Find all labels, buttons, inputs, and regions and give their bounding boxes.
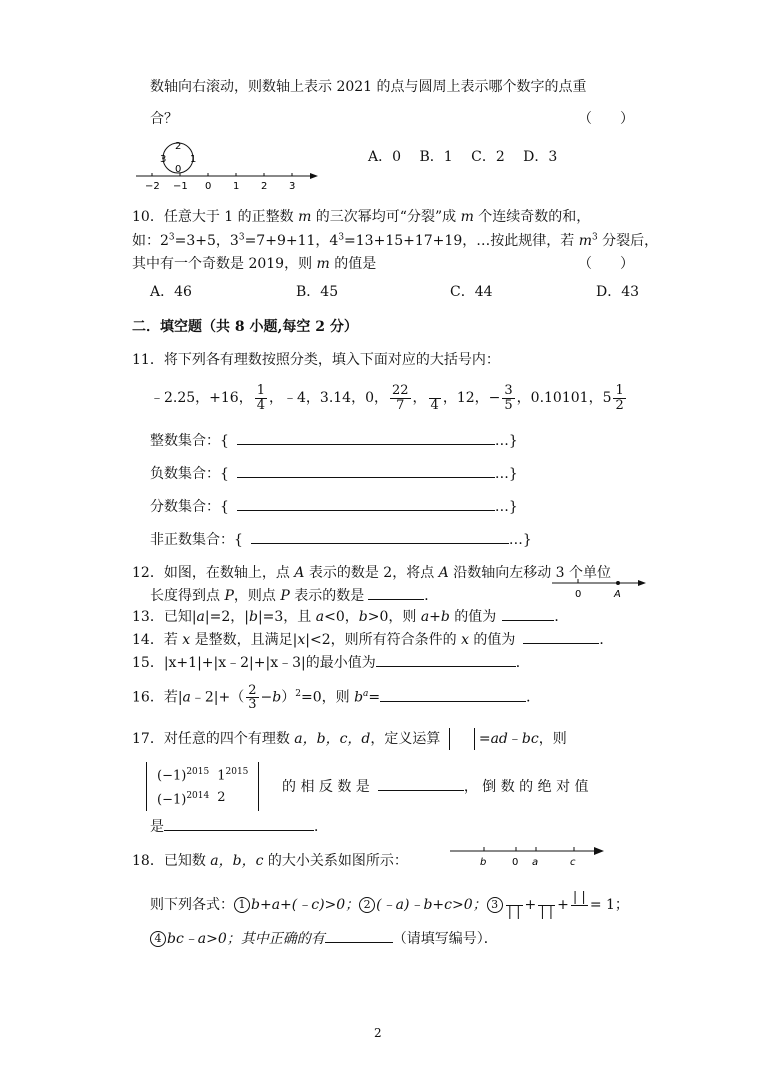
abs-fraction-1: | | [506, 891, 523, 919]
integer-set-blank[interactable] [237, 430, 495, 445]
fraction-blank-4: 4 [429, 384, 441, 412]
q18-line2: 则下列各式： 1 b+a+(﹣c)>0； 2 (﹣a)﹣b+c>0； 3 | | + | | + | | = 1； [150, 889, 629, 920]
fraction-1-4: $\frac{1}{4}$ [256, 382, 265, 413]
circle-label-bottom: 0 [175, 164, 182, 175]
q14-answer-blank[interactable] [523, 629, 599, 644]
fraction-1-2: $\frac{1}{2}$ [615, 382, 624, 413]
point-a [616, 581, 620, 585]
q10-option-a: A．46 [150, 284, 192, 300]
q10-answer-paren: （ ） [578, 256, 634, 272]
q9-options: A．0 B．1 C．2 D．3 [368, 149, 558, 165]
q11-stem: 11．将下列各有理数按照分类，填入下面对应的大括号内： [132, 352, 500, 368]
axis-tick-label: −1 [173, 181, 188, 192]
q12-line2: 长度得到点 P，则点 P 表示的数是 ． [150, 585, 438, 605]
q10-line1: 10．任意大于 1 的正整数 m 的三次幂均可“分裂”成 m 个连续奇数的和， [132, 209, 591, 225]
circle-label-right: 1 [190, 154, 197, 165]
negative-set-blank[interactable] [237, 463, 495, 478]
q18-answer-blank[interactable] [325, 928, 393, 943]
svg-text:c: c [570, 857, 576, 868]
q12-line1: 12．如图，在数轴上，点 A 表示的数是 2，将点 A 沿数轴向左移动 3 个单位 [132, 565, 612, 581]
q10-line3: 其中有一个奇数是 2019，则 m 的值是 [132, 256, 377, 272]
fraction-set-blank[interactable] [237, 496, 495, 511]
section2-title: 二．填空题（共 8 小题,每空 2 分） [132, 319, 358, 335]
q9-number-line-figure [132, 132, 322, 194]
svg-text:b: b [480, 857, 487, 868]
axis-tick-label: 3 [289, 181, 296, 192]
q12-number-line-figure [552, 574, 648, 600]
fraction-3-5: $\frac{3}{5}$ [504, 382, 513, 413]
q13-answer-blank[interactable] [502, 606, 554, 621]
q17-opposite-blank[interactable] [378, 776, 464, 791]
svg-text:A: A [614, 589, 621, 600]
q17-line2: 的 相 反 数 是 ， 倒 数 的 绝 对 值 [282, 776, 589, 796]
fraction-set-row: 分数集合：{ …} [150, 496, 518, 516]
q13-line: 13．已知|a|=2，|b|=3，且 a<0，b>0，则 a+b 的值为 ． [132, 606, 568, 626]
q18-stem: 18．已知数 a，b，c 的大小关系如图所示： [132, 853, 408, 869]
determinant-symbol [449, 728, 475, 750]
integer-set-row: 整数集合：{ …} [150, 430, 518, 450]
q16-answer-blank[interactable] [380, 687, 526, 702]
q9-answer-paren: （ ） [578, 111, 634, 127]
q17-line1: 17．对任意的四个有理数 a，b，c，d，定义运算 =ad﹣bc，则 [132, 728, 567, 750]
q17-line3: 是 ． [150, 816, 328, 836]
q9-line1: 数轴向右滚动，则数轴上表示 2021 的点与圆周上表示哪个数字的点重 [150, 79, 587, 95]
axis-arrow [638, 580, 646, 586]
q10-line2: 如：$2^3=3+5$，$3^3=7+9+11$，$4^3=13+15+17+19$，…按此规律，若 $m^3$ 分裂后， [132, 232, 659, 249]
negative-set-row: 负数集合：{ …} [150, 463, 518, 483]
q10-option-d: D．43 [596, 284, 640, 300]
axis-tick-label: 2 [261, 181, 268, 192]
axis-tick-label: 0 [205, 181, 212, 192]
circle-label-top: 2 [175, 141, 182, 152]
q15-line: 15．|x+1|+|x﹣2|+|x﹣3|的最小值为 ． [132, 652, 530, 672]
nonpositive-set-row: 非正数集合：{ …} [150, 529, 532, 549]
axis-tick-label: 1 [233, 181, 240, 192]
svg-text:0: 0 [512, 857, 519, 868]
q17-reciprocal-blank[interactable] [164, 816, 314, 831]
svg-text:0: 0 [575, 589, 582, 600]
q10-option-b: B．45 [296, 284, 339, 300]
q11-number-list: ﹣2.25，+16， $\frac{1}{4}$ ，﹣4，3.14，0， $\frac{22}{7}$ ， 4 ，12，− $\frac{3}{5}$ ，0.10101，5 $\frac{1}{2}$ [150, 382, 624, 413]
q17-matrix: $(-1)^{2015}$ $1^{2015}$ $(-1)^{2014}$ 2 [146, 762, 259, 811]
page-number: 2 [374, 1026, 382, 1040]
q18-line3: 4 bc﹣a>0；其中正确的有 （请填写编号）． [150, 928, 498, 948]
q10-option-c: C．44 [450, 284, 493, 300]
q14-line: 14．若 x 是整数，且满足|x|<2，则所有符合条件的 x 的值为 ． [132, 629, 613, 649]
abs-fraction-3: | | [572, 889, 586, 905]
circle-label-left: 3 [160, 154, 167, 165]
q16-line: 16．若|a﹣2|+（ $\frac{2}{3}$ −b）$^2$=0，则 $b^a=$ ． [132, 682, 541, 713]
nonpositive-set-blank[interactable] [251, 529, 509, 544]
q12-answer-blank[interactable] [368, 585, 424, 600]
axis-arrow [594, 847, 604, 855]
q9-line2: 合？ [150, 111, 178, 127]
fraction-22-7: $\frac{22}{7}$ [392, 382, 409, 413]
axis-tick-label: −2 [145, 181, 160, 192]
axis-arrow [310, 173, 318, 179]
abs-fraction-2: | | [538, 891, 555, 919]
fraction-2-3: $\frac{2}{3}$ [248, 682, 257, 713]
q15-answer-blank[interactable] [376, 652, 516, 667]
q18-number-line-figure [448, 842, 608, 870]
svg-text:a: a [532, 857, 539, 868]
